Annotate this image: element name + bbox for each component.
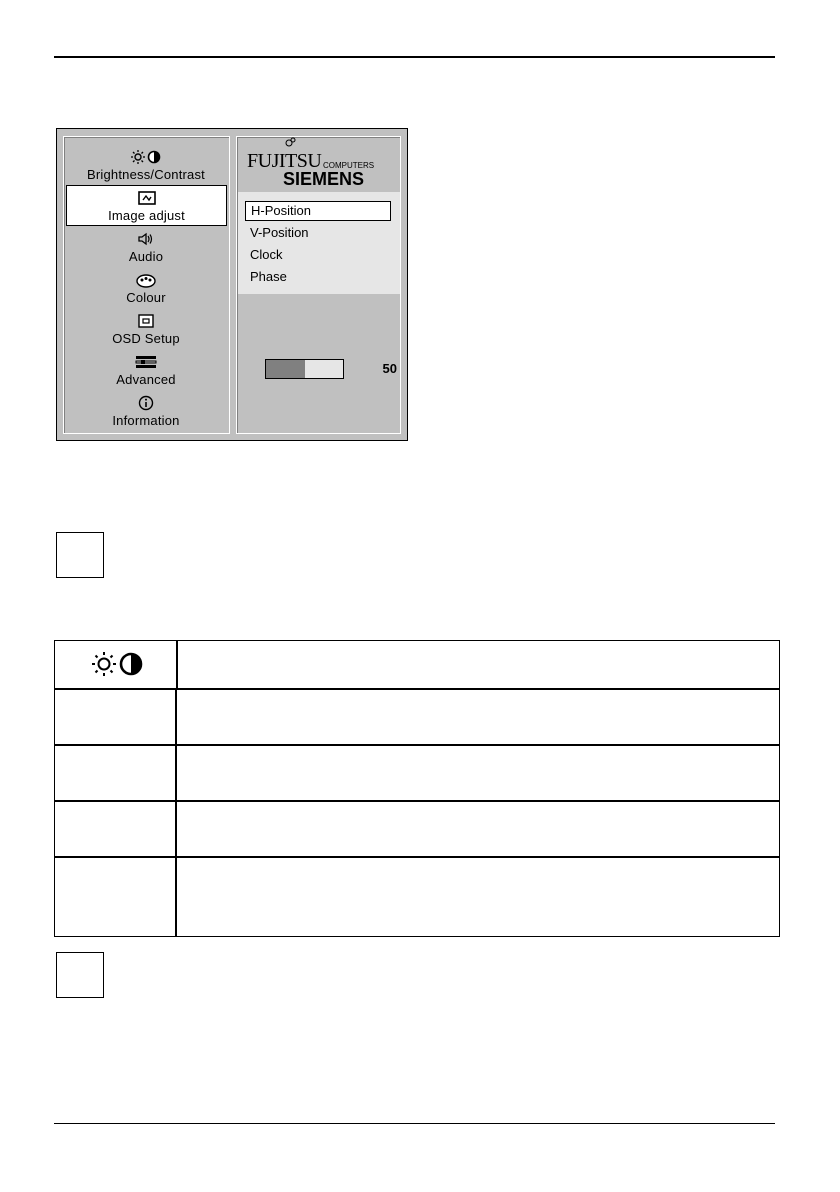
sub-item-phase[interactable]: Phase	[250, 269, 287, 284]
brand-line2: SIEMENS	[283, 169, 365, 189]
table-border	[54, 640, 780, 937]
menu-item-label: Brightness/Contrast	[87, 167, 205, 182]
menu-item-information[interactable]	[67, 391, 225, 432]
brand-line1: FUJITSU	[247, 150, 322, 172]
menu-item-label: Colour	[126, 290, 166, 305]
menu-item-label: Advanced	[116, 372, 176, 387]
note-icon-box	[56, 952, 104, 998]
brightness-contrast-icon	[67, 149, 225, 167]
menu-item-audio[interactable]	[67, 227, 225, 268]
table-divider	[54, 856, 780, 858]
table-divider	[175, 689, 177, 937]
table-divider	[54, 744, 780, 746]
osd-sub-menu	[236, 136, 401, 434]
palette-icon	[67, 272, 225, 290]
menu-item-advanced[interactable]	[67, 350, 225, 391]
table-divider	[176, 640, 178, 689]
menu-item-colour[interactable]	[67, 268, 225, 309]
value-slider[interactable]	[265, 359, 344, 379]
menu-item-brightness-contrast[interactable]	[67, 145, 225, 186]
table-divider	[54, 688, 780, 690]
info-icon	[67, 395, 225, 413]
menu-item-image-adjust[interactable]	[66, 185, 227, 226]
header-rule	[54, 56, 775, 58]
brand-line1-small: COMPUTERS	[323, 161, 375, 170]
menu-item-label: Audio	[128, 249, 164, 264]
sub-menu-panel	[238, 192, 400, 294]
sliders-icon	[67, 354, 225, 372]
osd-main-menu	[63, 136, 230, 434]
menu-item-label: Information	[112, 413, 180, 428]
menu-item-osd-setup[interactable]	[67, 309, 225, 350]
footer-rule	[54, 1123, 775, 1124]
sub-item-clock[interactable]: Clock	[250, 247, 283, 262]
fujitsu-siemens-logo	[237, 137, 400, 189]
brightness-contrast-icon	[84, 650, 146, 678]
menu-item-label: Image adjust	[108, 208, 185, 223]
osd-menu-window	[56, 128, 408, 441]
table-divider	[54, 800, 780, 802]
slider-value: 50	[382, 361, 397, 376]
sub-item-v-position[interactable]: V-Position	[250, 225, 309, 240]
note-icon-box	[56, 532, 104, 578]
slider-fill	[266, 360, 305, 378]
image-adjust-icon	[67, 190, 226, 208]
menu-item-label: OSD Setup	[112, 331, 180, 346]
speaker-icon	[67, 231, 225, 249]
sub-item-h-position[interactable]: H-Position	[245, 201, 391, 221]
osd-window-icon	[67, 313, 225, 331]
settings-table	[54, 640, 780, 937]
